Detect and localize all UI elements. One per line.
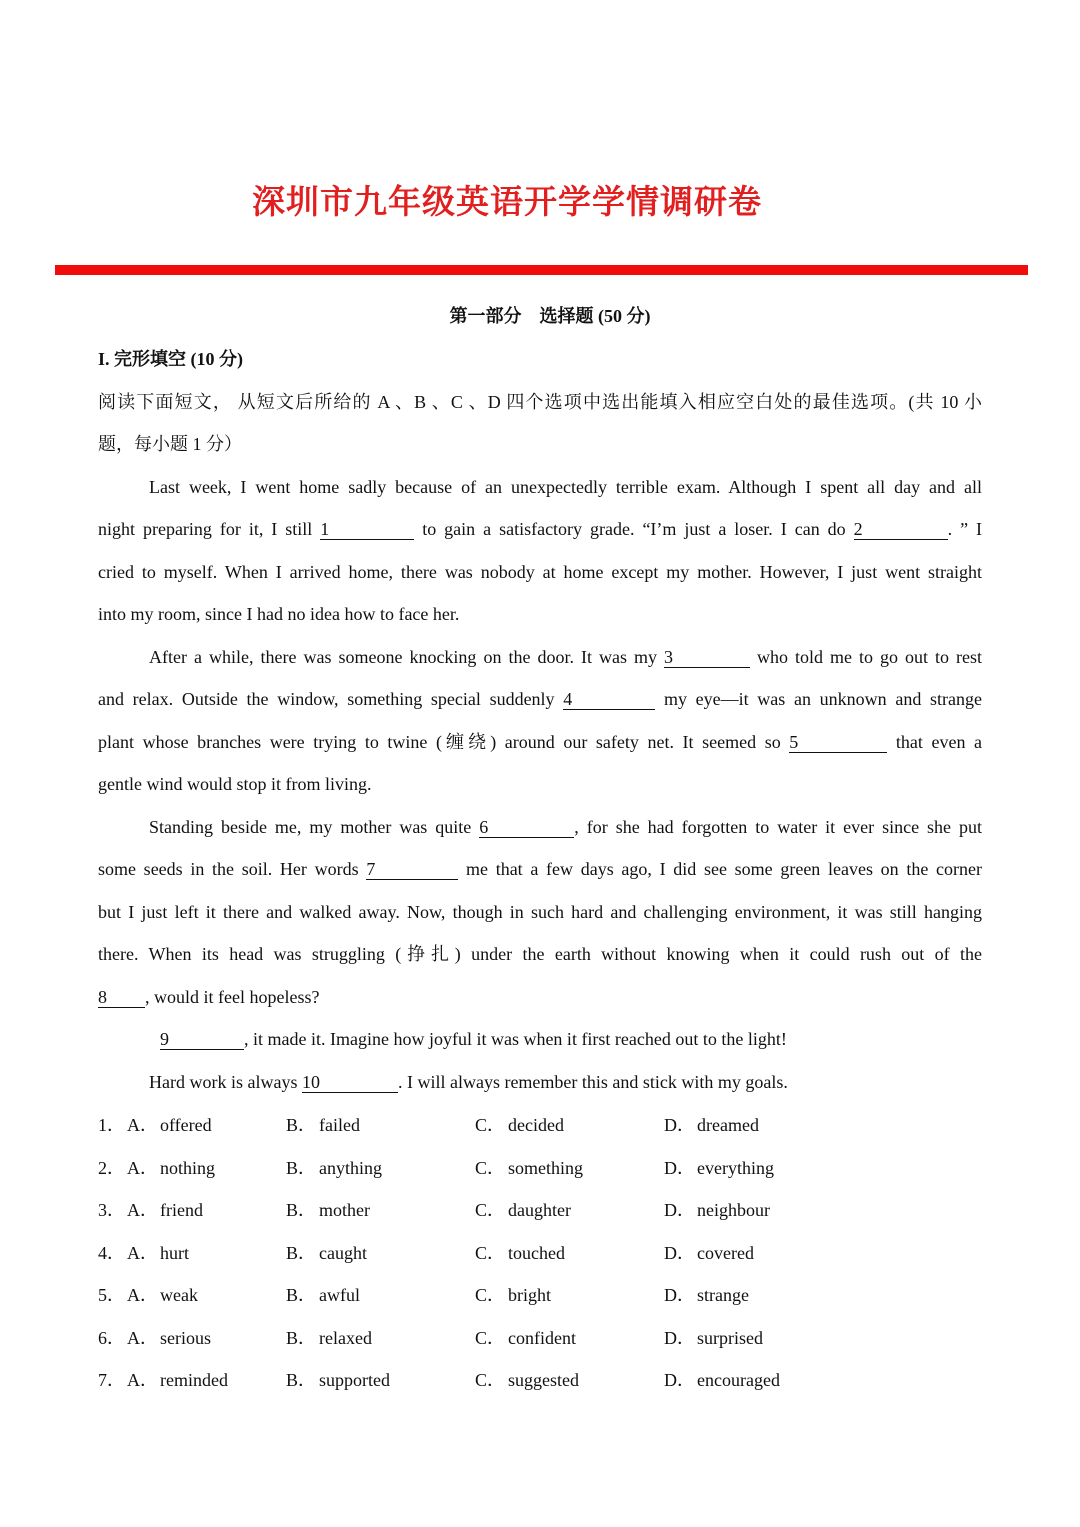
question-number: 6． [98,1327,125,1348]
question-row [98,1366,982,1392]
option-letter: B． [286,1370,317,1390]
option-text: offered [160,1115,212,1135]
option-letter: D． [664,1242,695,1263]
option-letter: A． [127,1115,158,1135]
question-row [98,1154,982,1180]
option-text: anything [319,1157,382,1178]
option-text: decided [508,1115,564,1135]
instructions-line-2: 题，每小题 1 分） [98,434,242,454]
passage-line [98,985,982,1009]
passage-line: into my room, since I had no idea how to face her. [98,604,460,624]
option-text: confident [508,1327,576,1348]
part-heading-label: 第一部分 [449,306,522,326]
option-letter: C． [475,1200,506,1220]
part-heading-subtitle: 选择题 (50 分) [539,306,651,326]
question-number: 3． [98,1200,125,1220]
option-letter: D． [664,1157,695,1178]
option-letter: B． [286,1285,317,1305]
blank-4: 4 [563,689,655,710]
option-letter: B． [286,1242,317,1263]
option-text: bright [508,1285,551,1305]
option-letter: D． [664,1285,695,1305]
passage-text: me that a few days ago, I did see some green leaves on the corner [466,859,983,879]
passage-text: that even a [895,732,983,752]
question-row [98,1324,982,1350]
passage-line [98,730,982,754]
option-d[interactable] [664,1196,770,1222]
passage-line: Last week, I went home sadly because of an unexpectedly terrible exam. Although I spent all day and all [149,477,982,497]
option-text: awful [319,1285,360,1305]
option-b[interactable] [286,1281,360,1307]
option-letter: B． [286,1200,317,1220]
option-text: hurt [160,1242,189,1263]
passage-text: After a while, there was someone knocking on the door. It was my [149,647,657,667]
option-d[interactable] [664,1111,759,1137]
passage-line: cried to myself. When I arrived home, there was nobody at home except my mother. However, I just went straight [98,562,982,582]
option-text: touched [508,1242,565,1263]
option-c[interactable] [475,1111,564,1137]
option-b[interactable] [286,1154,382,1180]
option-letter: D． [664,1200,695,1220]
question-row [98,1111,982,1137]
option-letter: A． [127,1157,158,1178]
option-text: covered [697,1242,754,1263]
blank-6: 6 [479,817,574,838]
option-letter: C． [475,1327,506,1348]
option-a[interactable] [127,1111,212,1137]
option-text: friend [160,1200,203,1220]
option-c[interactable] [475,1281,551,1307]
passage-text: some seeds in the soil. Her words [98,859,359,879]
option-letter: B． [286,1327,317,1348]
question-row [98,1239,982,1265]
option-a[interactable] [127,1196,203,1222]
option-b[interactable] [286,1111,360,1137]
option-text: daughter [508,1200,571,1220]
option-letter: B． [286,1157,317,1178]
section-heading: I. 完形填空 (10 分) [98,349,243,369]
passage-line: gentle wind would stop it from living. [98,774,372,794]
part-heading [0,302,1080,328]
passage-line [149,645,982,669]
option-d[interactable] [664,1239,754,1265]
option-b[interactable] [286,1196,370,1222]
question-row [98,1196,982,1222]
option-c[interactable] [475,1239,565,1265]
option-text: supported [319,1370,390,1390]
option-d[interactable] [664,1324,763,1350]
blank-3: 3 [664,647,750,668]
blank-10: 10 [302,1072,398,1093]
passage-line [98,857,982,881]
question-number: 7． [98,1370,125,1390]
option-letter: D． [664,1370,695,1390]
option-a[interactable] [127,1154,215,1180]
option-text: surprised [697,1327,763,1348]
passage-line: there. When its head was struggling (挣扎) under the earth without knowing when it could rush out of the [98,944,982,964]
passage-text: my eye—it was an unknown and strange [663,689,982,709]
option-c[interactable] [475,1154,583,1180]
option-text: strange [697,1285,749,1305]
blank-2: 2 [854,519,948,540]
option-letter: C． [475,1115,506,1135]
document-title: 深圳市九年级英语开学学情调研卷 [252,182,762,221]
passage-text: . I will always remember this and stick with my goals. [397,1072,788,1092]
passage-text: , for she had forgotten to water it ever since she put [574,817,983,837]
option-c[interactable] [475,1366,579,1392]
option-letter: D． [664,1327,695,1348]
passage-line [149,1070,982,1094]
passage-line [149,815,982,839]
option-letter: A． [127,1242,158,1263]
option-text: mother [319,1200,370,1220]
blank-8: 8 [98,987,145,1008]
option-d[interactable] [664,1366,780,1392]
option-letter: A． [127,1200,158,1220]
passage-text: who told me to go out to rest [756,647,983,667]
passage-text: Hard work is always [149,1072,298,1092]
question-number: 1． [98,1115,125,1135]
option-a[interactable] [127,1366,228,1392]
option-letter: A． [127,1285,158,1305]
passage-line [98,687,982,711]
blank-9: 9 [160,1029,244,1050]
blank-7: 7 [366,859,458,880]
option-letter: D． [664,1115,695,1135]
passage-text: Standing beside me, my mother was quite [149,817,472,837]
option-a[interactable] [127,1239,189,1265]
option-c[interactable] [475,1324,576,1350]
option-letter: C． [475,1370,506,1390]
passage-text: , it made it. Imagine how joyful it was when it first reached out to the light! [244,1029,787,1049]
question-number: 2． [98,1157,125,1178]
option-b[interactable] [286,1239,367,1265]
passage-line [160,1027,982,1051]
option-letter: B． [286,1115,317,1135]
option-b[interactable] [286,1324,372,1350]
blank-5: 5 [789,732,887,753]
option-text: failed [319,1115,360,1135]
option-text: everything [697,1157,774,1178]
option-d[interactable] [664,1281,749,1307]
option-text: reminded [160,1370,228,1390]
passage-text: to gain a satisfactory grade. “I’m just a loser. I can do [422,519,846,539]
passage-text: , would it feel hopeless? [145,987,320,1007]
passage-text: . ” I [947,519,983,539]
question-row [98,1281,982,1307]
option-text: dreamed [697,1115,759,1135]
option-text: serious [160,1327,211,1348]
option-letter: C． [475,1285,506,1305]
passage-text: plant whose branches were trying to twine (缠绕) around our safety net. It seemed so [98,732,781,752]
passage-text: and relax. Outside the window, something special suddenly [98,689,555,709]
option-text: something [508,1157,583,1178]
option-text: neighbour [697,1200,770,1220]
option-a[interactable] [127,1281,198,1307]
option-a[interactable] [127,1324,211,1350]
option-text: encouraged [697,1370,780,1390]
option-text: suggested [508,1370,579,1390]
option-text: caught [319,1242,367,1263]
passage-text: night preparing for it, I still [98,519,313,539]
option-letter: A． [127,1370,158,1390]
title-divider [55,265,1028,275]
question-number: 5． [98,1285,125,1305]
option-text: weak [160,1285,198,1305]
option-text: relaxed [319,1327,372,1348]
option-text: nothing [160,1157,216,1178]
option-letter: C． [475,1157,506,1178]
question-number: 4． [98,1242,125,1263]
passage-line [98,517,982,541]
passage-line: but I just left it there and walked away. Now, though in such hard and challenging environment, it was still hanging [98,902,982,922]
option-c[interactable] [475,1196,571,1222]
option-d[interactable] [664,1154,774,1180]
blank-1: 1 [320,519,414,540]
option-letter: A． [127,1327,158,1348]
option-b[interactable] [286,1366,390,1392]
option-letter: C． [475,1242,506,1263]
instructions-line-1: 阅读下面短文， 从短文后所给的 A 、B 、C 、D 四个选项中选出能填入相应空白处的最佳选项。(共 10 小 [98,392,982,412]
